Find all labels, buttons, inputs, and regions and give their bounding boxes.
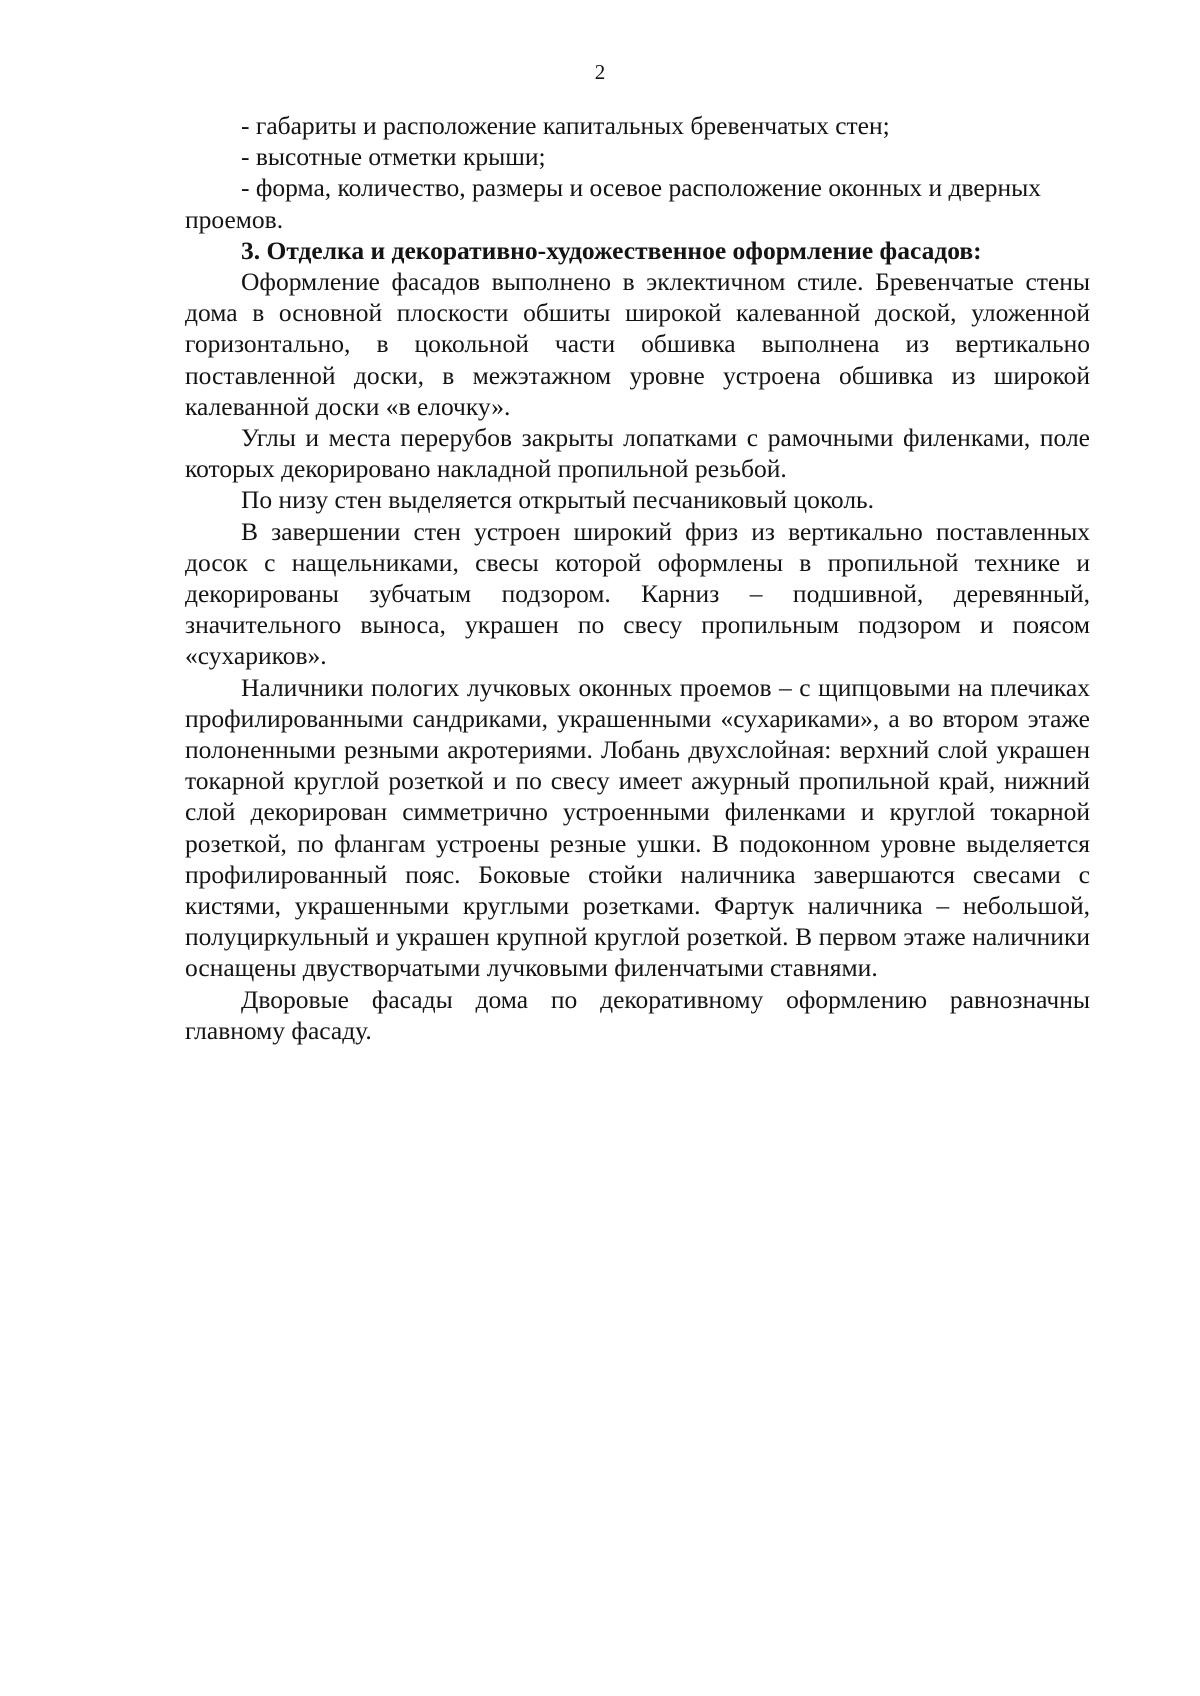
paragraph-facade-style: Оформление фасадов выполнено в эклектичном стиле. Бревенчатые стены дома в основной плоскости обшиты широкой калеванной доской, уложенной горизонтально, в цокольной части обшивка выполнена из вертикально поставленной доски, в межэтажном уровне устроена обшивка из широкой калеванной доски «в елочку». bbox=[185, 267, 1090, 421]
paragraph-plinth: По низу стен выделяется открытый песчаниковый цоколь. bbox=[241, 485, 875, 515]
paragraph-courtyard-facades: Дворовые фасады дома по декоративному оформлению равнозначны главному фасаду. bbox=[185, 984, 1090, 1045]
list-item-roof-elevations: - высотные отметки крыши; bbox=[241, 142, 546, 172]
paragraph-corners: Углы и места перерубов закрыты лопатками с рамочными филенками, поле которых декорировано накладной пропильной резьбой. bbox=[185, 423, 1090, 484]
paragraph-frieze-cornice: В завершении стен устроен широкий фриз из вертикально поставленных досок с нащельниками, свесы которой оформлены в пропильной технике и декорированы зубчатым подзором. Карниз – подшивной, деревянный, значительного выноса, украшен по свесу пропильным подзором и поясом «сухариков». bbox=[185, 516, 1090, 671]
paragraph-window-frames: Наличники пологих лучковых оконных проемов – с щипцовыми на плечиках профилированными сандриками, украшенными «сухариками», а во втором этаже полоненными резными акротериями. Лобань двухслойная: верхний слой украшен токарной круглой розеткой и по свесу имеет ажурный пропильной край, нижний слой декорирован симметрично устроенными филенками и круглой токарной розеткой, по флангам устроены резные ушки. В подоконном уровне выделяется профилированный пояс. Боковые стойки наличника завершаются свесами с кистями, украшенными круглыми розетками. Фартук наличника – небольшой, полуциркульный и украшен крупной круглой розеткой. В первом этаже наличники оснащены двустворчатыми лучковыми филенчатыми ставнями. bbox=[185, 672, 1090, 983]
document-body bbox=[185, 110, 1090, 1046]
section-heading: 3. Отделка и декоративно-художественное оформление фасадов: bbox=[241, 235, 982, 265]
page-number: 2 bbox=[594, 60, 606, 84]
list-item-wall-dimensions: - габариты и расположение капитальных бревенчатых стен; bbox=[241, 111, 890, 140]
list-item-openings: - форма, количество, размеры и осевое расположение оконных и дверных проемов. bbox=[185, 173, 1041, 234]
